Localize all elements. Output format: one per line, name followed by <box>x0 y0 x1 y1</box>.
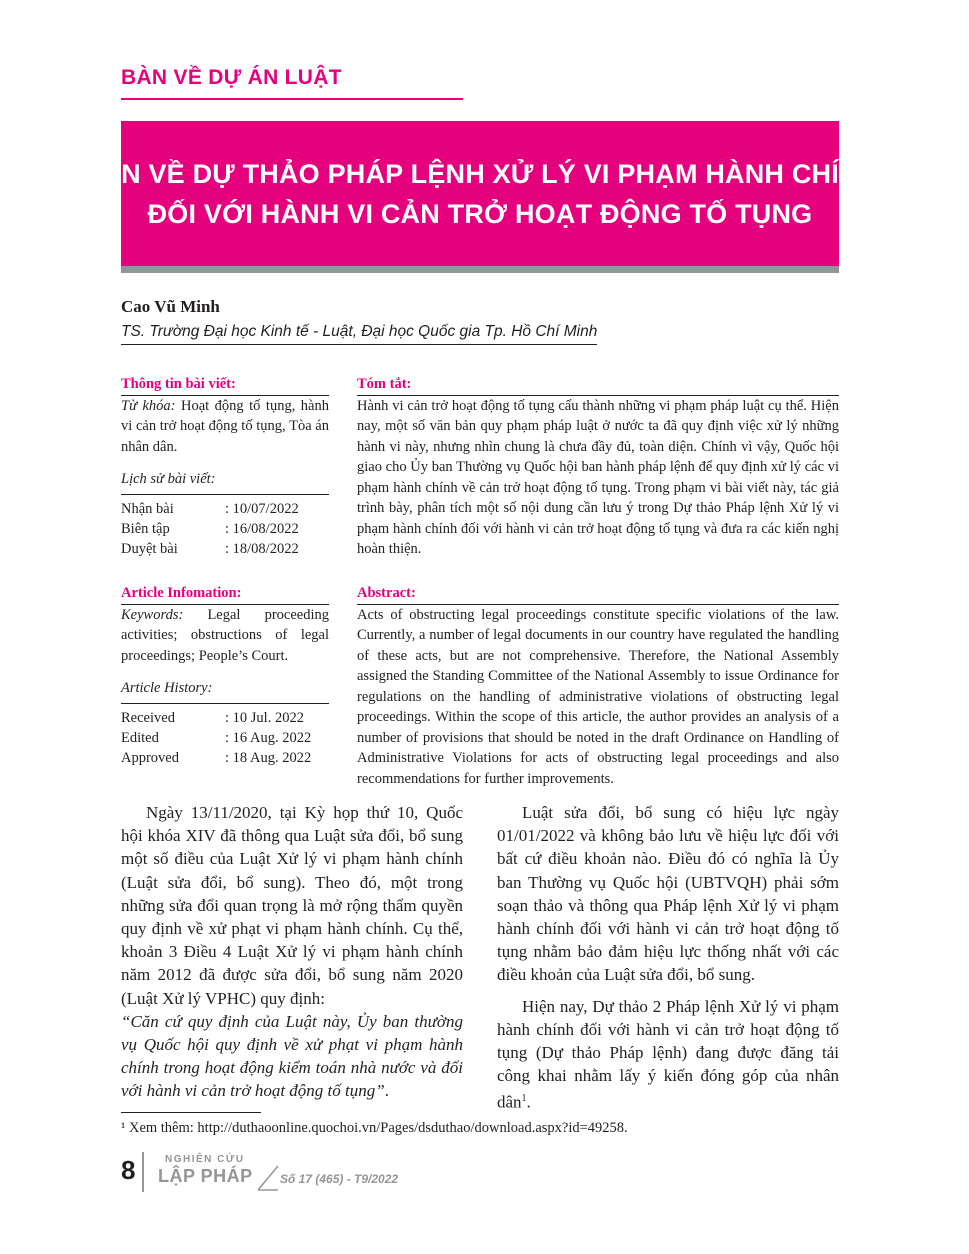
footer-divider <box>142 1152 144 1192</box>
en-abstract <box>357 583 839 789</box>
body-column-left <box>121 801 463 1111</box>
magazine-name-small: NGHIÊN CỨU <box>165 1154 245 1165</box>
history-value: : 18/08/2022 <box>225 540 299 557</box>
body-paragraph-2 <box>497 995 839 1115</box>
history-value: : 18 Aug. 2022 <box>225 749 312 766</box>
history-key: Duyệt bài <box>121 540 178 557</box>
author-name: Cao Vũ Minh <box>121 297 220 316</box>
en-keywords <box>121 605 329 667</box>
footnote-rule <box>121 1112 261 1113</box>
table-row <box>121 499 299 519</box>
history-key: Nhận bài <box>121 500 174 517</box>
en-article-info <box>121 583 329 768</box>
en-keywords-text: Legal proceeding activities; obstructions of legal proceedings; People’s Court. <box>121 606 329 664</box>
section-label: BÀN VỀ DỰ ÁN LUẬT <box>121 66 342 89</box>
footnote: ¹ Xem thêm: http://duthaoonline.quochoi.vn/Pages/dsduthao/download.aspx?id=49258. <box>121 1120 628 1136</box>
table-row <box>121 748 311 768</box>
title-banner <box>81 121 879 273</box>
page-number: 8 <box>121 1155 136 1185</box>
body-paragraph-end: . <box>526 1093 531 1113</box>
body-quote-paragraph <box>121 1010 463 1103</box>
history-key: Edited <box>121 729 159 746</box>
en-abstract-heading: Abstract: <box>357 585 416 601</box>
vi-abstract-heading: Tóm tắt: <box>357 376 412 392</box>
en-keywords-label: Keywords: <box>121 606 184 623</box>
magazine-name-big: LẬP PHÁP <box>158 1166 253 1186</box>
history-key: Biên tập <box>121 520 170 537</box>
history-value: : 10 Jul. 2022 <box>225 709 304 726</box>
vi-info-heading: Thông tin bài viết: <box>121 376 236 392</box>
vi-abstract <box>357 374 839 560</box>
table-row <box>121 728 311 748</box>
footnote-ref[interactable]: 1 <box>521 1093 527 1105</box>
history-value: : 16 Aug. 2022 <box>225 729 312 746</box>
title-line-1: BÀN VỀ DỰ THẢO PHÁP LỆNH XỬ LÝ VI PHẠM HÀNH CHÍNH <box>81 158 879 189</box>
vi-keywords-label: Từ khóa: <box>121 397 176 414</box>
vi-article-info <box>121 374 329 559</box>
section-rule <box>121 98 463 100</box>
vi-keywords-text: Hoạt động tố tụng, hành vi cản trở hoạt động tố tụng, Tòa án nhân dân. <box>121 397 329 455</box>
table-row <box>121 519 299 539</box>
vi-history-rule <box>121 494 329 495</box>
slash-icon <box>256 1164 280 1192</box>
history-value: : 16/08/2022 <box>225 520 299 537</box>
body-quote: “Căn cứ quy định của Luật này, Ủy ban thường vụ Quốc hội quy định về xử phạt vi phạm hành chính trong hoạt động kiểm toán nhà nước và đối với hành vi cản trở hoạt động tố tụng” <box>121 1011 463 1101</box>
body-quote-end: . <box>384 1081 389 1101</box>
en-info-heading: Article Infomation: <box>121 585 242 601</box>
en-history-label: Article History: <box>121 680 213 696</box>
history-value: : 10/07/2022 <box>225 500 299 517</box>
body-paragraph-text: Hiện nay, Dự thảo 2 Pháp lệnh Xử lý vi phạm hành chính đối với hành vi cản trở hoạt động tố tụng (Dự thảo Pháp lệnh) đang được đăng tải công khai nhằm lấy ý kiến đóng góp của nhân dân <box>497 996 839 1113</box>
vi-abstract-text: Hành vi cản trở hoạt động tố tụng cấu thành những vi phạm pháp luật cụ thể. Hiện nay, một số văn bản quy phạm pháp luật ở nước ta đã quy định việc xử lý những hành vi này, nhưng nhìn chung là chưa đầy đủ, toàn diện. Chính vì vậy, Quốc hội giao cho Ủy ban Thường vụ Quốc hội ban hành pháp lệnh để quy định xử lý các vi phạm hành chính về cản trở hoạt động tố tụng. Trong phạm vi bài viết này, tác giả trình bày, phân tích một số nội dung cần lưu ý trong Dự thảo Pháp lệnh Xử lý vi phạm hành chính đối với hành vi cản trở hoạt động tố tụng và đưa ra các kiến nghị hoàn thiện. <box>357 397 839 557</box>
body-paragraph: Luật sửa đổi, bổ sung có hiệu lực ngày 01/01/2022 và không bảo lưu về hiệu lực đối với bất cứ điều khoản nào. Điều đó có nghĩa là Ủy ban Thường vụ Quốc hội (UBTVQH) phải sớm soạn thảo và thông qua Pháp lệnh Xử lý vi phạm hành chính đối với hành vi cản trở hoạt động tố tụng nhằm bảo đảm hiệu lực thống nhất với các điều khoản của Luật sửa đổi, bổ sung. <box>497 803 839 985</box>
history-key: Received <box>121 709 175 726</box>
table-row <box>121 539 299 559</box>
title-line-2: ĐỐI VỚI HÀNH VI CẢN TRỞ HOẠT ĐỘNG TỐ TỤNG <box>147 198 813 229</box>
vi-history-table <box>121 499 299 559</box>
body-paragraph: Ngày 13/11/2020, tại Kỳ họp thứ 10, Quốc hội khóa XIV đã thông qua Luật sửa đổi, bổ sung một số điều của Luật Xử lý vi phạm hành chính (Luật sửa đổi, bổ sung). Theo đó, một trong những sửa đổi quan trọng là mở rộng thẩm quyền quy định về xử phạt vi phạm hành chính. Cụ thể, khoản 3 Điều 4 Luật Xử lý vi phạm hành chính năm 2012 đã được sửa đổi, bổ sung năm 2020 (Luật Xử lý VPHC) quy định: <box>121 803 463 1008</box>
table-row <box>121 708 311 728</box>
vi-keywords <box>121 396 329 458</box>
author-affiliation: TS. Trường Đại học Kinh tế - Luật, Đại học Quốc gia Tp. Hồ Chí Minh <box>121 323 597 345</box>
en-history-rule <box>121 703 329 704</box>
body-column-right <box>497 801 839 1122</box>
en-abstract-text: Acts of obstructing legal proceedings constitute specific violations of the law. Currently, a number of legal documents in our country have regulated the handling of these acts, but are not comprehensive. Therefore, the National Assembly assigned the Standing Committee of the National Assembly to issue Ordinance for regulations on the handling of administrative violations of obstructing legal proceedings. Within the scope of this article, the author provides an analysis of a number of provisions that should be noted in the draft Ordinance on Handling of Administrative Violations for acts of obstructing legal proceedings and also recommendations for further improvements. <box>357 606 839 787</box>
vi-history-label: Lịch sử bài viết: <box>121 471 216 487</box>
issue-info: Số 17 (465) - T9/2022 <box>280 1172 399 1186</box>
history-key: Approved <box>121 749 179 766</box>
en-history-table <box>121 708 311 768</box>
